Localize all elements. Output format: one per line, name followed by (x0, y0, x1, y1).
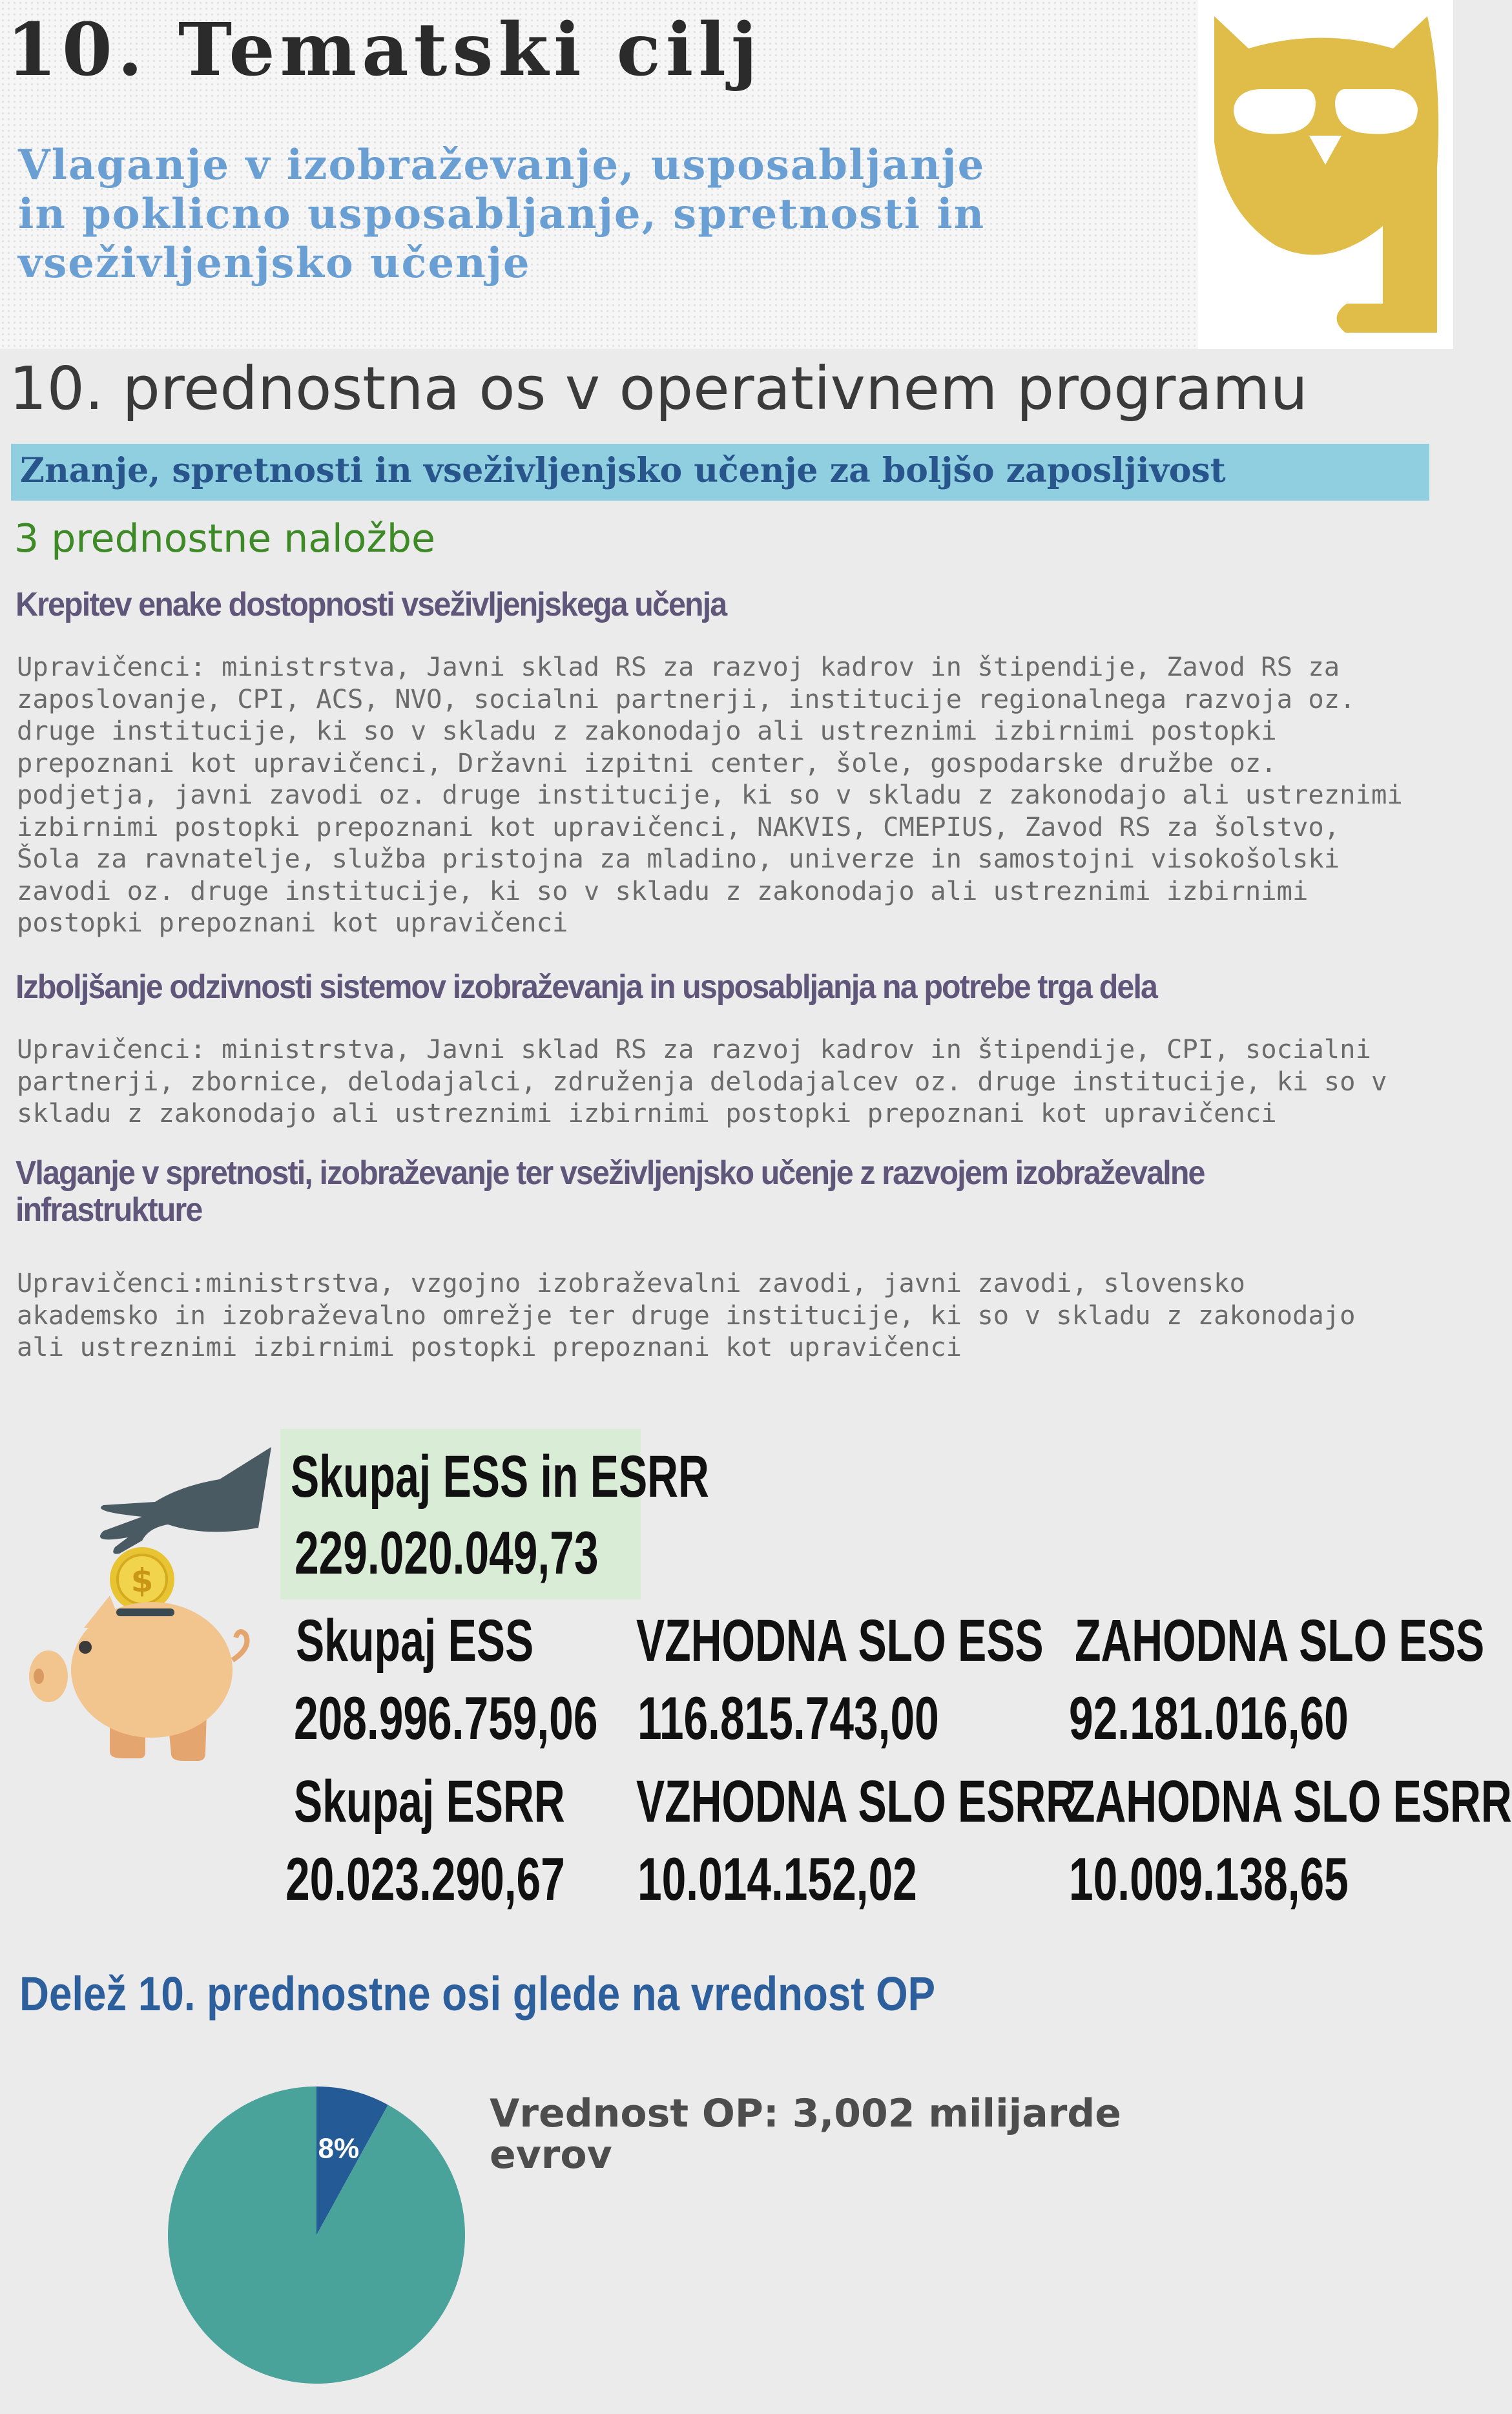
pie-chart (161, 2080, 471, 2390)
ess-total-value: 208.996.759,06 (294, 1684, 598, 1752)
body-line: partnerji, zbornice, delodajalci, združenja delodajalcev oz. druge institucije, ki so v (17, 1065, 1387, 1097)
body-line: zaposlovanje, CPI, ACS, NVO, socialni partnerji, institucije regionalnega razvoja oz. (17, 683, 1356, 714)
body-line: postopki prepoznani kot upravičenci (17, 907, 568, 938)
body-line: Upravičenci: ministrstva, Javni sklad RS za razvoj kadrov in štipendije, CPI, socialni (17, 1034, 1371, 1065)
axis-heading: 10. prednostna os v operativnem programu (9, 354, 1308, 423)
body-line: Upravičenci: ministrstva, Javni sklad RS za razvoj kadrov in štipendije, Zavod RS za (17, 651, 1340, 682)
investments-count: 3 prednostne naložbe (14, 516, 435, 561)
body-line: druge institucije, ki so v skladu z zakonodajo ali ustreznimi izbirnimi postopki (17, 715, 1277, 746)
east-ess-value: 116.815.743,00 (637, 1684, 939, 1752)
west-ess-label: ZAHODNA SLO ESS (1075, 1608, 1485, 1674)
svg-text:$: $ (130, 1562, 154, 1599)
total-value: 229.020.049,73 (295, 1519, 599, 1587)
west-ess-value: 92.181.016,60 (1069, 1684, 1349, 1752)
investment-title (16, 1155, 1205, 1229)
piggy-bank-illustration (13, 1441, 284, 1776)
east-esrr-value: 10.014.152,02 (637, 1845, 917, 1913)
body-line: skladu z zakonodajo ali ustreznimi izbirnimi postopki prepoznani kot upravičenci (17, 1098, 1277, 1129)
hand-icon (100, 1447, 271, 1554)
piggy-bank-icon (29, 1596, 247, 1761)
body-line: zavodi oz. druge institucije, ki so v skladu z zakonodajo ali ustreznimi izbirnimi (17, 875, 1309, 906)
pie-slice-label: 8% (318, 2132, 360, 2165)
subtitle-line: Vlaganje v izobraževanje, usposabljanje (18, 141, 986, 189)
subtitle-line: in poklicno usposabljanje, spretnosti in (18, 190, 986, 238)
ess-total-label: Skupaj ESS (296, 1608, 534, 1674)
page-subtitle (18, 141, 1077, 288)
investment-title: Krepitev enake dostopnosti vseživljenjskega učenja (16, 586, 727, 623)
investment-title: Izboljšanje odzivnosti sistemov izobraževanja in usposabljanja na potrebe trga dela (16, 968, 1157, 1006)
axis-banner-text: Znanje, spretnosti in vseživljenjsko učenje za boljšo zaposljivost (20, 451, 1226, 490)
east-ess-label: VZHODNA SLO ESS (636, 1608, 1044, 1674)
body-line: Šola za ravnatelje, služba pristojna za mladino, univerze in samostojni visokošolski (17, 843, 1340, 874)
east-esrr-label: VZHODNA SLO ESRR (636, 1769, 1077, 1835)
esrr-total-value: 20.023.290,67 (285, 1845, 565, 1913)
total-label: Skupaj ESS in ESRR (291, 1444, 709, 1510)
owl-logo-icon (1198, 0, 1453, 349)
owl-panel (1198, 0, 1453, 349)
body-line: ali ustreznimi izbirnimi postopki prepoznani kot upravičenci (17, 1331, 962, 1362)
west-esrr-value: 10.009.138,65 (1069, 1845, 1349, 1913)
body-line: akademsko in izobraževalno omrežje ter druge institucije, ki so v skladu z zakonodajo (17, 1299, 1356, 1331)
investment-body (17, 1034, 1387, 1130)
subtitle-line: vseživljenjsko učenje (18, 239, 531, 287)
axis-banner (11, 444, 1429, 501)
body-line: podjetja, javni zavodi oz. druge institucije, ki so v skladu z zakonodajo ali ustreznimi (17, 779, 1403, 810)
title-line: Vlaganje v spretnosti, izobraževanje ter vseživljenjsko učenje z razvojem izobraževalne (16, 1154, 1205, 1192)
body-line: Upravičenci:ministrstva, vzgojno izobraževalni zavodi, javni zavodi, slovensko (17, 1267, 1245, 1298)
investment-body (17, 651, 1403, 939)
coin-icon (110, 1547, 174, 1612)
esrr-total-label: Skupaj ESRR (294, 1769, 565, 1835)
share-heading: Delež 10. prednostne osi glede na vrednost OP (19, 1967, 936, 2021)
page-title: 10. Tematski cilj (6, 8, 763, 92)
op-value-line: evrov (490, 2132, 612, 2178)
body-line: prepoznani kot upravičenci, Državni izpitni center, šole, gospodarske družbe oz. (17, 747, 1277, 778)
body-line: izbirnimi postopki prepoznani kot upravičenci, NAKVIS, CMEPIUS, Zavod RS za šolstvo, (17, 811, 1340, 842)
investment-body (17, 1267, 1373, 1364)
west-esrr-label: ZAHODNA SLO ESRR (1069, 1769, 1512, 1835)
title-line: infrastrukture (16, 1191, 202, 1229)
op-value-text (490, 2093, 1200, 2176)
op-value-line: Vrednost OP: 3,002 milijarde (490, 2091, 1121, 2136)
pie-slice-1 (168, 2086, 465, 2384)
